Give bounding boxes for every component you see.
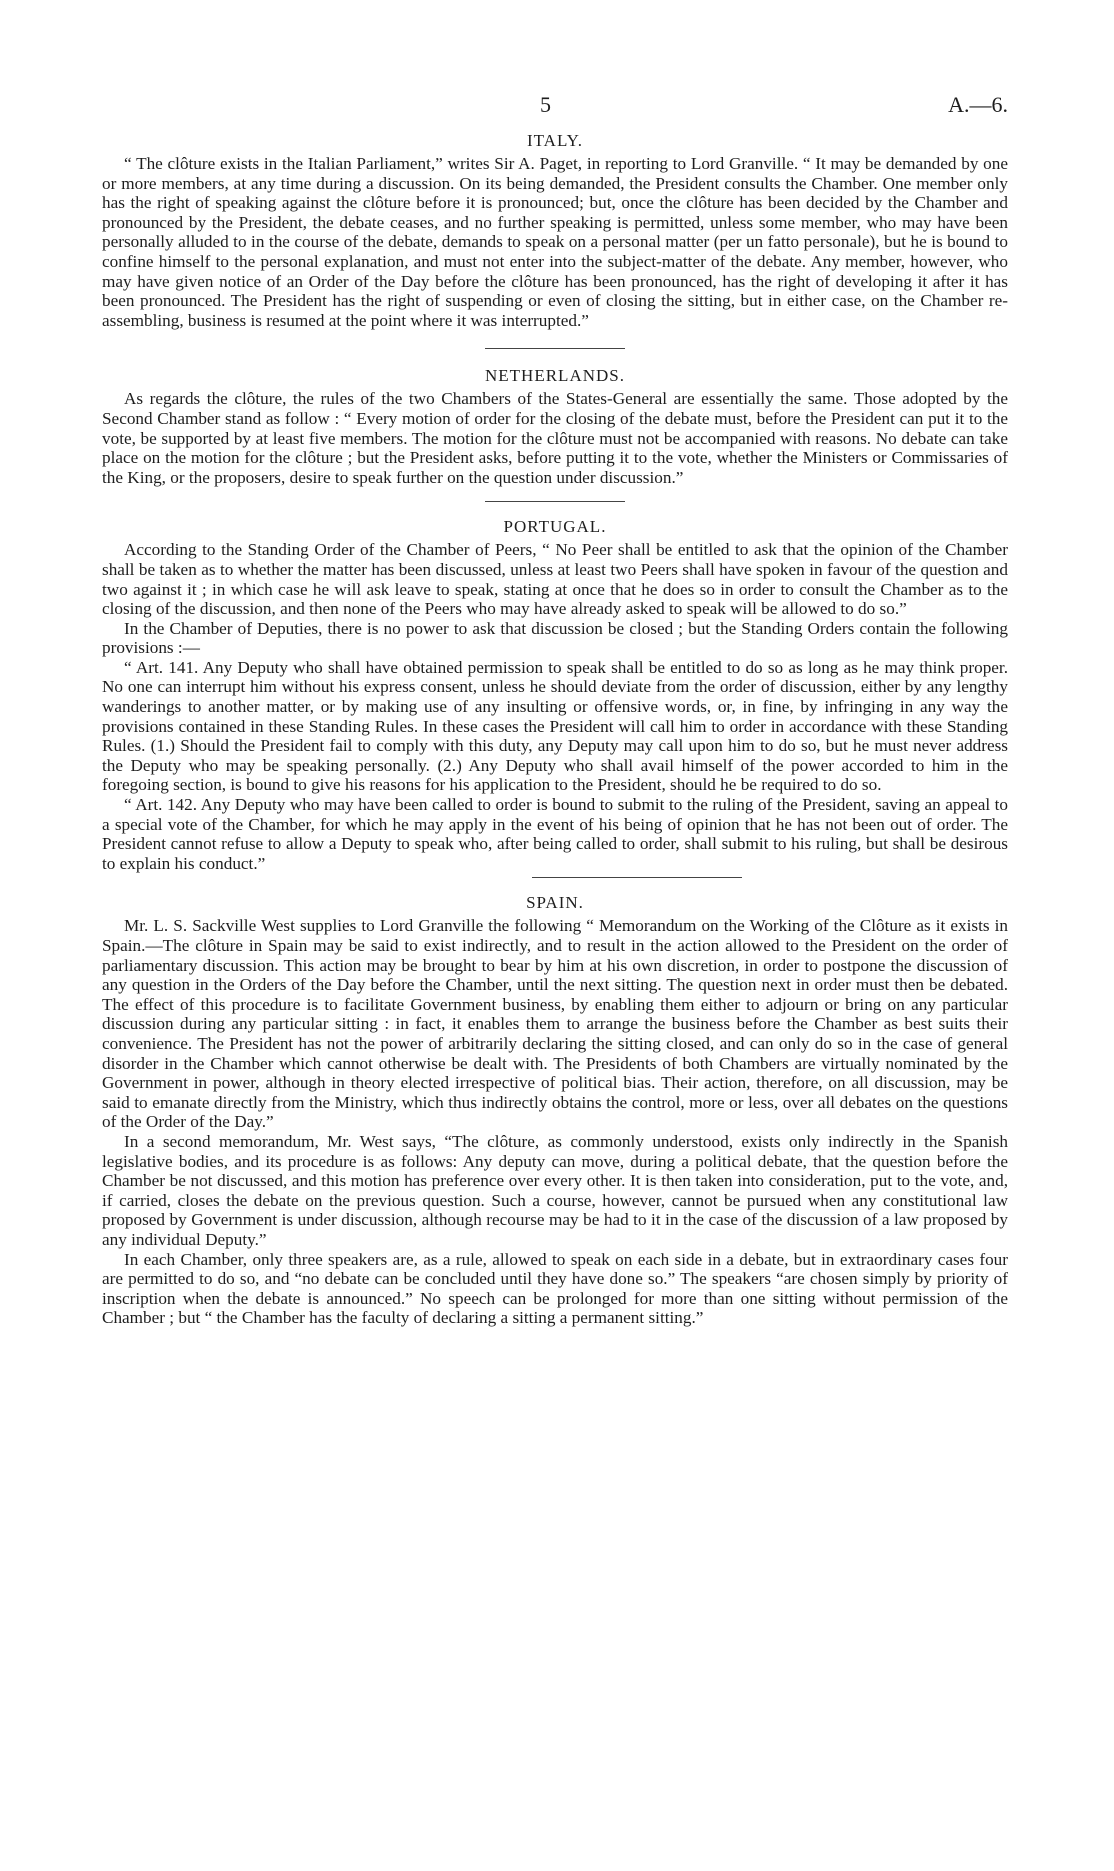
paragraph: In a second memorandum, Mr. West says, “The clôture, as commonly understood, exists only indirectly in the Spanish legislative bodies, and its procedure is as follows: Any deputy can move, during a political debate, that the question before the Chamber be not discussed, and this motion has preference over every other. It is then taken into consideration, put to the vote, and, if carried, closes the debate on the previous question. Such a course, however, cannot be pursued when any constitutional law proposed by Government is under discussion, although recourse may be had to it in the case of the discussion of a law proposed by any individual Deputy.” — [102, 1131, 1008, 1249]
section-netherlands — [102, 365, 1008, 487]
paragraph: In each Chamber, only three speakers are, as a rule, allowed to speak on each side in a debate, but in extraordinary cases four are permitted to do so, and “no debate can be concluded until they have done so.” The speakers “are chosen simply by priority of inscription when the debate is announced.” No speech can be prolonged for more than one sitting without permission of the Chamber ; but “ the Chamber has the faculty of declaring a sitting a permanent sitting.” — [102, 1249, 1008, 1328]
section-heading: SPAIN. — [526, 893, 584, 913]
section-heading: NETHERLANDS. — [485, 366, 625, 386]
paragraph: “ Art. 141. Any Deputy who shall have obtained permission to speak shall be entitled to do so as long as he may think proper. No one can interrupt him without his express consent, unless he should deviate from the order of discussion, either by any lengthy wanderings to another matter, or by making use of any insulting or offensive words, or, in fine, by infringing in any way the provisions contained in these Standing Rules. In these cases the President will call him to order in accordance with these Standing Rules. (1.) Should the President fail to comply with this duty, any Deputy may call upon him to do so, but he must never address the Deputy who may be speaking personally. (2.) Any Deputy who shall avail himself of the power accorded to him in the foregoing section, is bound to give his reasons for his application to the President, should he be required to do so. — [102, 657, 1008, 795]
page-number: 5 — [540, 92, 551, 117]
section-spain — [102, 892, 1008, 1327]
document-reference: A.—6. — [948, 92, 1008, 117]
paragraph: In the Chamber of Deputies, there is no power to ask that discussion be closed ; but the Standing Orders contain the following provisions :— — [102, 618, 1008, 658]
section-heading: ITALY. — [527, 131, 583, 150]
paragraph: “ Art. 142. Any Deputy who may have been called to order is bound to submit to the ruling of the President, saving an appeal to a special vote of the Chamber, for which he may apply in the event of his being of opinion that he has not been out of order. The President cannot refuse to allow a Deputy to speak who, after being called to order, shall submit to his ruling, but shall be desirous to explain his conduct.” — [102, 795, 1008, 873]
section-divider — [485, 348, 625, 349]
section-italy — [102, 130, 1008, 330]
section-heading: PORTUGAL. — [503, 517, 607, 537]
paragraph: According to the Standing Order of the Chamber of Peers, “ No Peer shall be entitled to ask that the opinion of the Chamber shall be taken as to whether the matter has been discussed, unless at least two Peers shall have spoken in favour of the question and two against it ; in which case he will ask leave to speak, stating at once that he does so in order to consult the Chamber as to the closing of the discussion, and then none of the Peers who may have already asked to speak will be allowed to do so.” — [102, 540, 1008, 619]
document-body — [102, 130, 1008, 1328]
page-header — [0, 92, 1114, 122]
paragraph: Mr. L. S. Sackville West supplies to Lord Granville the following “ Memorandum on the Working of the Clôture as it exists in Spain.—The clôture in Spain may be said to exist indirectly, and to result in the action allowed to the President on the order of parliamentary discussion. This action may be brought to bear by him at his own discretion, in order to postpone the discussion of any question in the Orders of the Day before the Chamber, until the next sitting. The question next in order must then be debated. The effect of this procedure is to facilitate Government business, by enabling them either to adjourn or bring on any particular discussion during any particular sitting : in fact, it enables them to arrange the business before the Chamber as best suits their convenience. The President has not the power of arbitrarily declaring the sitting closed, and can only do so in the case of general disorder in the Chamber which cannot otherwise be dealt with. The Presidents of both Chambers are virtually nominated by the Government in power, although in theory elected irrespective of political bias. Their action, therefore, on all discussion, may be said to emanate directly from the Ministry, which thus indirectly obtains the control, more or less, over all debates on the questions of the Order of the Day.” — [102, 916, 1008, 1132]
paragraph: “ The clôture exists in the Italian Parliament,” writes Sir A. Paget, in reporting to Lord Granville. “ It may be demanded by one or more members, at any time during a discussion. On its being demanded, the President consults the Chamber. One member only has the right of speaking against the clôture before it is pronounced; but, once the clôture has been decided by the Chamber and pronounced by the President, the debate ceases, and no further speaking is permitted, unless some member, who may have been personally alluded to in the course of the debate, demands to speak on a personal matter (per un fatto personale), but he is bound to confine himself to the personal explanation, and must not enter into the subject-matter of the debate. Any member, however, who may have given notice of an Order of the Day before the clôture has been pronounced, has the right of developing it after it has been pronounced. The President has the right of suspending or even of closing the sitting, but in either case, on the Chamber re-assembling, business is resumed at the point where it was interrupted.” — [102, 154, 1008, 330]
section-divider — [532, 877, 742, 878]
paragraph: As regards the clôture, the rules of the two Chambers of the States-General are essentially the same. Those adopted by the Second Chamber stand as follow : “ Every motion of order for the closing of the debate must, before the President can put it to the vote, be supported by at least five members. The motion for the clôture must not be accompanied with reasons. No debate can take place on the motion for the clôture ; but the President asks, before putting it to the vote, whether the Ministers or Commissaries of the King, or the proposers, desire to speak further on the question under discussion.” — [102, 389, 1008, 487]
section-portugal — [102, 516, 1008, 873]
section-divider — [485, 501, 625, 502]
